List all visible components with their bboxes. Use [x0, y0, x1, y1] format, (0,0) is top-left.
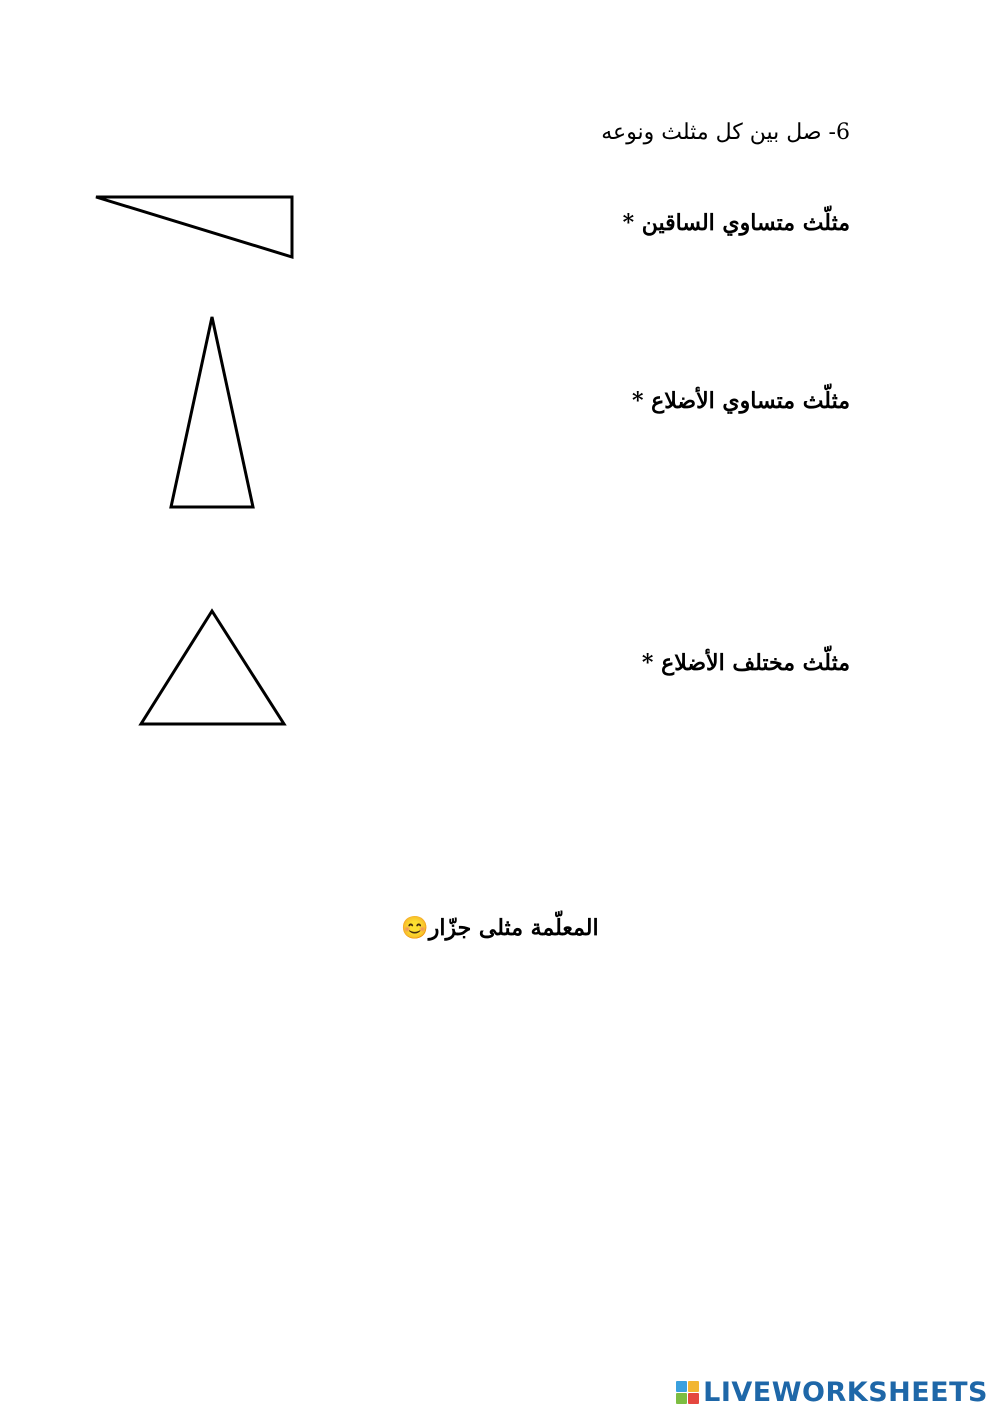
logo-square — [676, 1393, 687, 1404]
brand-icon — [676, 1381, 699, 1404]
exercise-instruction: 6- صل بين كل مثلث ونوعه — [601, 120, 850, 145]
brand-text: LIVEWORKSHEETS — [703, 1376, 988, 1408]
right-triangle-icon[interactable] — [90, 190, 300, 265]
isosceles-triangle-icon[interactable] — [165, 312, 260, 512]
label-isosceles[interactable]: مثلّث متساوي الساقين * — [622, 210, 850, 236]
liveworksheets-logo — [676, 1378, 988, 1406]
logo-square — [676, 1381, 687, 1392]
logo-square — [688, 1393, 699, 1404]
label-scalene[interactable]: مثلّث مختلف الأضلاع * — [641, 650, 850, 676]
logo-square — [688, 1381, 699, 1392]
teacher-signature: المعلّمة مثلى جزّار😊 — [401, 915, 599, 941]
equilateral-triangle-icon[interactable] — [135, 605, 290, 730]
label-equilateral[interactable]: مثلّث متساوي الأضلاع * — [632, 388, 850, 414]
